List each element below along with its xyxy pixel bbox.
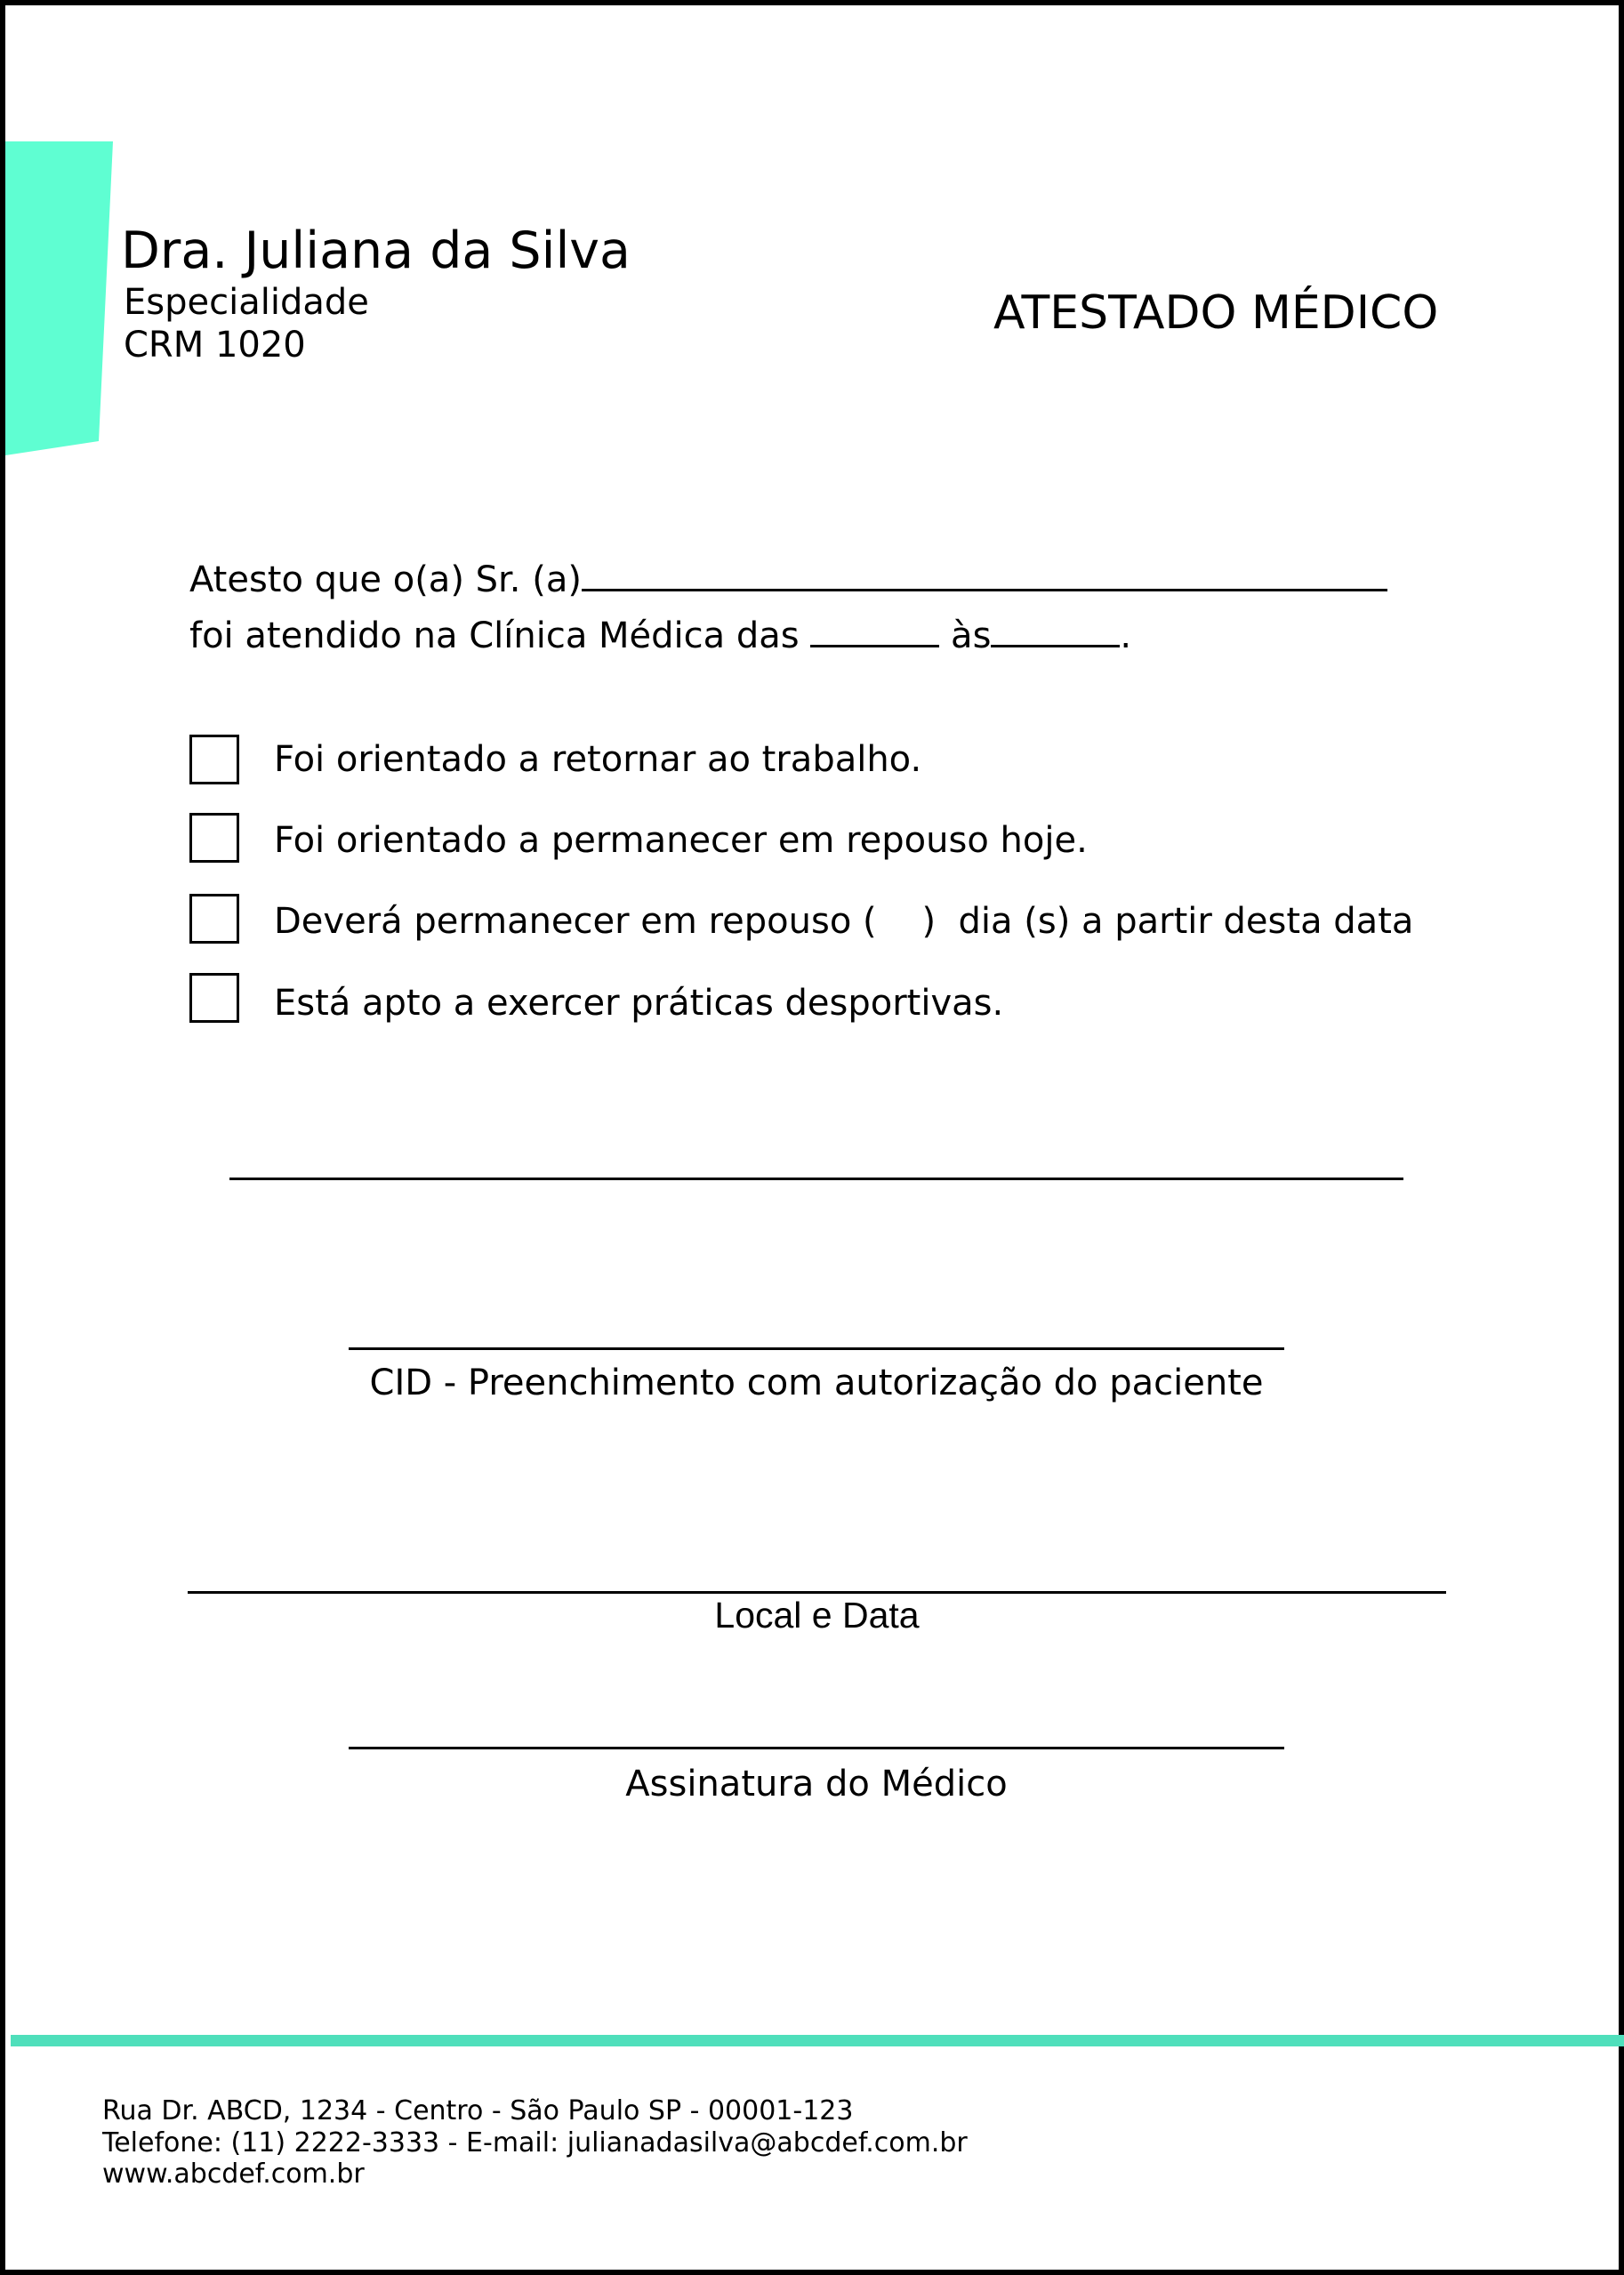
footer-address: Rua Dr. ABCD, 1234 - Centro - São Paulo SP - 00001-123 [102, 2095, 854, 2126]
cid-label: CID - Preenchimento com autorização do paciente [369, 1363, 1264, 1403]
statement-line-1 [189, 557, 1387, 601]
notes-line[interactable] [229, 1178, 1403, 1180]
cid-line[interactable] [349, 1347, 1284, 1350]
start-time-field[interactable] [810, 613, 939, 647]
option-label-rest-today: Foi orientado a permanecer em repouso hoje. [274, 820, 1088, 861]
statement-line-2 [189, 613, 1131, 657]
statement-line-2-prefix: foi atendido na Clínica Médica das [189, 615, 811, 656]
statement-line-2-middle: às [939, 615, 992, 656]
end-time-field[interactable] [991, 613, 1120, 647]
doctor-specialty: Especialidade [124, 282, 369, 323]
document-title: ATESTADO MÉDICO [993, 286, 1439, 340]
local-date-label: Local e Data [714, 1595, 920, 1636]
footer-contact: Telefone: (11) 2222-3333 - E-mail: julianadasilva@abcdef.com.br [102, 2127, 968, 2158]
option-label-return-to-work: Foi orientado a retornar ao trabalho. [274, 739, 922, 780]
footer-accent-bar [11, 2035, 1624, 2046]
checkbox-fit-for-sports[interactable] [189, 973, 239, 1023]
checkbox-rest-today[interactable] [189, 813, 239, 863]
checkbox-return-to-work[interactable] [189, 735, 239, 784]
signature-label: Assinatura do Médico [625, 1764, 1008, 1805]
signature-line[interactable] [349, 1747, 1284, 1749]
footer-website: www.abcdef.com.br [102, 2158, 365, 2190]
statement-line-2-suffix: . [1120, 615, 1132, 656]
accent-shape-decoration [5, 5, 121, 468]
checkbox-rest-days[interactable] [189, 894, 239, 944]
statement-line-1-prefix: Atesto que o(a) Sr. (a) [189, 559, 582, 600]
patient-name-field[interactable] [582, 557, 1387, 591]
option-label-fit-for-sports: Está apto a exercer práticas desportivas. [274, 983, 1004, 1024]
doctor-name: Dra. Juliana da Silva [121, 221, 631, 280]
doctor-crm: CRM 1020 [124, 325, 306, 366]
option-label-rest-days: Deverá permanecer em repouso ( ) dia (s) a partir desta data [274, 901, 1414, 942]
